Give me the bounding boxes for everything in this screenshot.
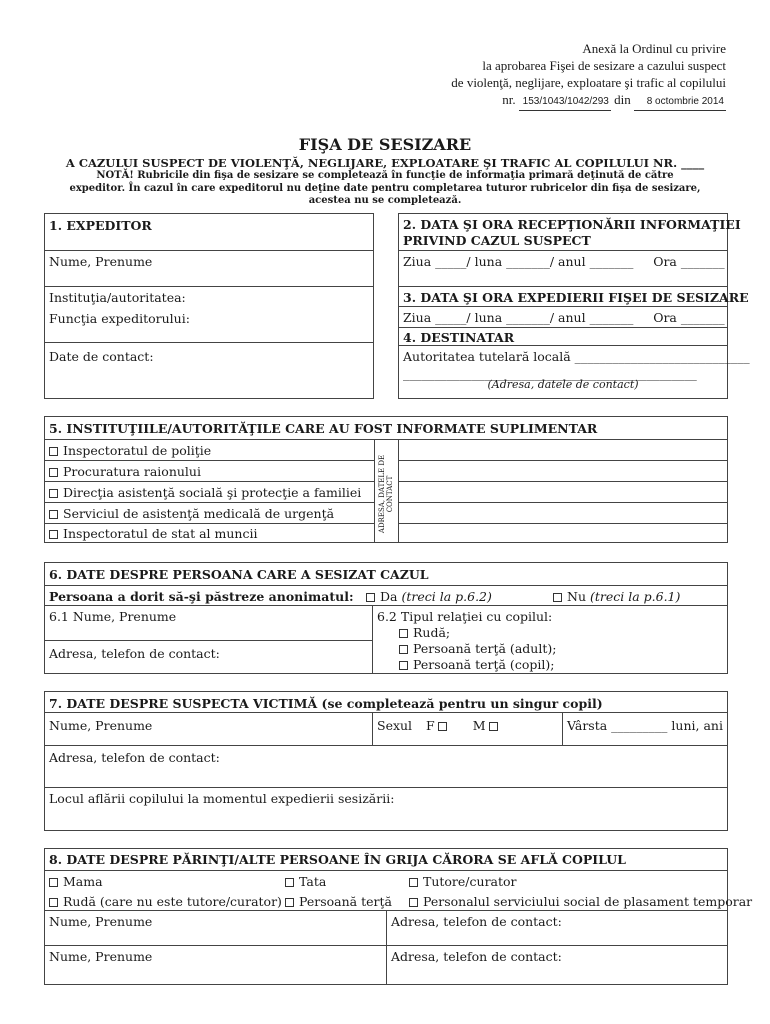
guardian-label: Rudă (care nu este tutore/curator) — [63, 894, 282, 909]
note — [40, 170, 730, 208]
checkbox-icon[interactable] — [438, 722, 447, 731]
victim-location-field[interactable]: Locul aflării copilului la momentul expedierii sesizării: — [49, 791, 395, 806]
yes-label: Da — [380, 589, 398, 604]
relation-group — [377, 609, 556, 673]
section-2-title — [403, 217, 741, 249]
checkbox-icon[interactable] — [49, 878, 58, 887]
destination-hint: (Adresa, datele de contact) — [487, 378, 639, 391]
institution-label: Procuratura raionului — [63, 464, 201, 479]
relation-title: 6.2 Tipul relaţiei cu copilul: — [377, 609, 553, 624]
guardian-2-name-field[interactable]: Nume, Prenume — [49, 949, 153, 964]
section-2-title-line-1: 2. DATA ŞI ORA RECEPŢIONĂRII INFORMAŢIEI — [403, 217, 741, 232]
guardian-label: Tutore/curator — [423, 874, 517, 889]
guardian-2-address-field[interactable]: Adresa, telefon de contact: — [391, 949, 562, 964]
checkbox-icon[interactable] — [49, 510, 58, 519]
relation-option-third-adult[interactable] — [377, 641, 556, 657]
checkbox-icon[interactable] — [49, 468, 58, 477]
dispatch-date-field[interactable]: Ziua _____/ luna _______/ anul _______ Ora _______ — [403, 310, 725, 325]
side-label-line-2: CONTACT — [386, 475, 394, 513]
checkbox-icon[interactable] — [399, 645, 408, 654]
expeditor-contact-field[interactable]: Date de contact: — [49, 349, 154, 364]
sex-m-option[interactable] — [473, 718, 498, 733]
nr-label: nr. — [502, 92, 516, 107]
destination-authority-field[interactable]: Autoritatea tutelară locală ____________________________ — [403, 349, 750, 364]
guardian-label: Persoană terţă — [299, 894, 392, 909]
no-label: Nu — [567, 589, 586, 604]
sex-label: Sexul — [377, 718, 413, 733]
note-line-1: NOTĂ! Rubricile din fişa de sesizare se completează în funcţie de informaţia primară deţinută de către — [96, 170, 674, 181]
expeditor-function-field[interactable]: Funcţia expeditorului: — [49, 311, 190, 326]
checkbox-icon[interactable] — [489, 722, 498, 731]
guardian-1-address-field[interactable]: Adresa, telefon de contact: — [391, 914, 562, 929]
institution-label: Inspectoratul de stat al muncii — [63, 526, 258, 541]
guardian-1-name-field[interactable]: Nume, Prenume — [49, 914, 153, 929]
address-contact-side-label — [378, 444, 394, 544]
institution-option-prosecutor[interactable] — [49, 464, 201, 479]
reporter-address-field[interactable]: Adresa, telefon de contact: — [49, 646, 220, 661]
side-label-line-1: ADRESA, DATELE DE — [378, 454, 386, 534]
institution-option-police[interactable] — [49, 443, 211, 458]
relation-label: Rudă; — [413, 625, 451, 640]
expeditor-institution-field[interactable]: Instituţia/autoritatea: — [49, 290, 186, 305]
guardian-option-third-party[interactable] — [285, 894, 392, 909]
section-4-title: 4. DESTINATAR — [403, 330, 515, 345]
checkbox-icon[interactable] — [285, 898, 294, 907]
guardian-option-father[interactable] — [285, 874, 326, 889]
date-value: 8 octombrie 2014 — [634, 93, 726, 111]
institution-label: Serviciul de asistenţă medicală de urgenţă — [63, 506, 335, 521]
checkbox-icon[interactable] — [409, 898, 418, 907]
no-hint: (treci la p.6.1) — [589, 589, 681, 604]
relation-label: Persoană terţă (adult); — [413, 641, 557, 656]
checkbox-icon[interactable] — [399, 629, 408, 638]
checkbox-icon[interactable] — [49, 530, 58, 539]
anonymity-question: Persoana a dorit să-şi păstreze anonimatul: — [49, 589, 354, 604]
section-8-title: 8. DATE DESPRE PĂRINŢI/ALTE PERSOANE ÎN GRIJA CĂRORA SE AFLĂ COPILUL — [49, 852, 626, 867]
page-title: FIŞA DE SESIZARE — [298, 135, 472, 154]
guardian-label: Mama — [63, 874, 103, 889]
guardian-option-social-staff[interactable] — [409, 894, 752, 909]
din-label: din — [614, 92, 631, 107]
note-line-2: expeditor. În cazul în care expeditorul nu deţine date pentru completarea tuturor rubricelor din fişa de sesizare, — [69, 182, 701, 194]
section-expeditor — [44, 213, 374, 399]
checkbox-icon[interactable] — [399, 661, 408, 670]
section-6-title: 6. DATE DESPRE PERSOANA CARE A SESIZAT CAZUL — [49, 567, 429, 582]
sex-f-option[interactable] — [426, 718, 447, 733]
institution-option-social[interactable] — [49, 485, 361, 500]
section-7-title: 7. DATE DESPRE SUSPECTA VICTIMĂ (se completează pentru un singur copil) — [49, 696, 603, 711]
checkbox-icon[interactable] — [409, 878, 418, 887]
institution-option-emergency[interactable] — [49, 506, 334, 521]
annex-line-3: de violenţă, neglijare, exploatare şi trafic al copilului — [451, 75, 726, 90]
institution-label: Inspectoratul de poliţie — [63, 443, 212, 458]
annex-number-line — [451, 91, 726, 111]
checkbox-icon[interactable] — [49, 489, 58, 498]
guardian-label: Tata — [299, 874, 327, 889]
relation-option-third-child[interactable] — [377, 657, 556, 673]
annex-line-1: Anexă la Ordinul cu privire — [582, 41, 726, 56]
anonymity-no-option[interactable] — [553, 589, 680, 604]
section-3-title: 3. DATA ŞI ORA EXPEDIERII FIŞEI DE SESIZARE — [403, 290, 749, 305]
section-1-title: 1. EXPEDITOR — [49, 218, 152, 233]
checkbox-icon[interactable] — [49, 898, 58, 907]
section-5-title: 5. INSTITUŢIILE/AUTORITĂŢILE CARE AU FOST INFORMATE SUPLIMENTAR — [49, 421, 598, 436]
page-subtitle: A CAZULUI SUSPECT DE VIOLENŢĂ, NEGLIJARE, EXPLOATARE ŞI TRAFIC AL COPILULUI NR. ____ — [65, 156, 705, 170]
victim-address-field[interactable]: Adresa, telefon de contact: — [49, 750, 220, 765]
guardian-option-relative[interactable] — [49, 894, 282, 909]
guardian-label: Personalul serviciului social de plasament temporar — [423, 894, 753, 909]
guardian-option-mother[interactable] — [49, 874, 103, 889]
yes-hint: (treci la p.6.2) — [401, 589, 492, 604]
note-line-3: acestea nu se completează. — [308, 195, 462, 206]
guardian-option-tutor[interactable] — [409, 874, 517, 889]
reporter-name-field[interactable]: 6.1 Nume, Prenume — [49, 609, 177, 624]
nr-value: 153/1043/1042/293 — [519, 93, 611, 111]
expeditor-name-field[interactable]: Nume, Prenume — [49, 254, 153, 269]
victim-sex-field — [377, 718, 498, 733]
institution-label: Direcţia asistenţă socială şi protecţie a familiei — [63, 485, 362, 500]
annex-header — [451, 40, 726, 111]
victim-name-field[interactable]: Nume, Prenume — [49, 718, 153, 733]
anonymity-yes-option[interactable] — [366, 589, 492, 604]
checkbox-icon[interactable] — [553, 593, 562, 602]
institution-option-labour[interactable] — [49, 526, 257, 541]
reception-date-field[interactable]: Ziua _____/ luna _______/ anul _______ Ora _______ — [403, 254, 725, 269]
checkbox-icon[interactable] — [366, 593, 375, 602]
annex-line-2: la aprobarea Fişei de sesizare a cazului suspect — [482, 58, 726, 73]
relation-label: Persoană terţă (copil); — [413, 657, 555, 672]
sex-f-label: F — [426, 718, 435, 733]
checkbox-icon[interactable] — [49, 447, 58, 456]
relation-option-relative[interactable] — [377, 625, 556, 641]
section-2-title-line-2: PRIVIND CAZUL SUSPECT — [403, 233, 591, 248]
checkbox-icon[interactable] — [285, 878, 294, 887]
sex-m-label: M — [472, 718, 486, 733]
destination-blank-line[interactable]: _______________________________________________ — [403, 366, 697, 381]
victim-age-field[interactable]: Vârsta _________ luni, ani — [567, 718, 723, 733]
